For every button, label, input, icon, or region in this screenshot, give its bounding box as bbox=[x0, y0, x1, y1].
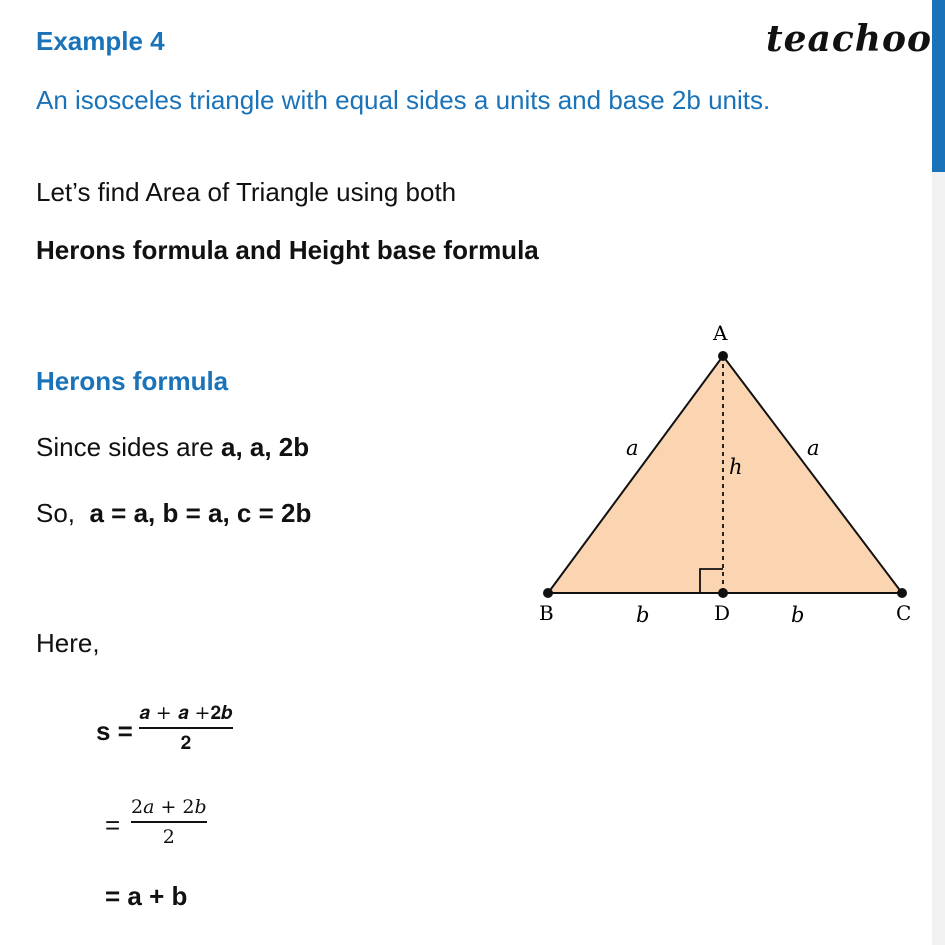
base-right-label: b bbox=[791, 603, 805, 627]
eq3: = a + b bbox=[105, 881, 188, 911]
vertex-d-label: D bbox=[714, 601, 731, 625]
s-label: s = bbox=[96, 716, 133, 746]
vertex-a-label: A bbox=[713, 321, 728, 345]
triangle-shape bbox=[548, 356, 902, 593]
problem-statement: An isosceles triangle with equal sides a units and base 2b units. bbox=[36, 85, 771, 115]
so-values: a = a, b = a, c = 2b bbox=[89, 498, 312, 528]
sides-prefix: Since sides are bbox=[36, 432, 221, 462]
intro-bold-line: Herons formula and Height base formula bbox=[36, 235, 539, 265]
teachoo-logo: teachoo bbox=[766, 18, 932, 60]
base-left-label: b bbox=[636, 603, 650, 627]
height-label: h bbox=[729, 455, 743, 479]
s-denominator: 𝟐 bbox=[180, 731, 192, 754]
vertex-c-dot bbox=[897, 588, 907, 598]
vertex-d-dot bbox=[718, 588, 728, 598]
s-numerator: 𝒂 + 𝒂 +𝟐𝒃 bbox=[139, 702, 233, 724]
sides-values: a, a, 2b bbox=[220, 432, 310, 462]
vertex-b-dot bbox=[543, 588, 553, 598]
side-left-label: a bbox=[626, 436, 639, 460]
section-heading: Herons formula bbox=[36, 366, 229, 396]
example-label: Example 4 bbox=[36, 26, 165, 56]
vertex-c-label: C bbox=[896, 601, 912, 625]
so-prefix: So, bbox=[36, 498, 90, 528]
scrollbar-thumb[interactable] bbox=[932, 0, 945, 172]
vertex-b-label: B bbox=[539, 601, 554, 625]
eq2-denominator: 2 bbox=[162, 825, 175, 848]
vertex-a-dot bbox=[718, 351, 728, 361]
eq2-prefix: = bbox=[105, 810, 121, 840]
side-right-label: a bbox=[807, 436, 820, 460]
intro-line: Let’s find Area of Triangle using both bbox=[36, 177, 457, 207]
here-label: Here, bbox=[36, 628, 100, 658]
eq2-numerator: 2𝑎 + 2𝑏 bbox=[131, 796, 207, 818]
